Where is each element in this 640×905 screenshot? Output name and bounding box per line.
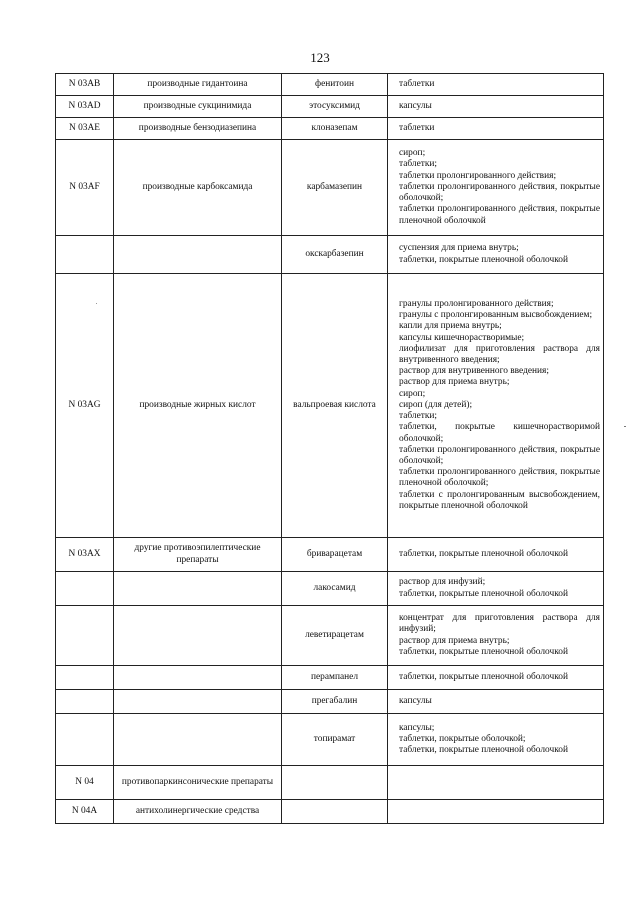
group-name-cell <box>114 606 282 666</box>
dosage-form: раствор для приема внутрь; <box>399 635 510 646</box>
group-name-cell <box>114 714 282 766</box>
dosage-form: таблетки с пролонгированным высвобождением, покрытые пленочной оболочкой <box>399 489 600 511</box>
dosage-forms-cell <box>388 690 604 714</box>
dosage-form: таблетки <box>399 122 435 133</box>
atc-code-cell <box>56 666 114 690</box>
dosage-form: капсулы; <box>399 722 435 733</box>
page-number: 123 <box>310 50 330 65</box>
dosage-form: капли для приема внутрь; <box>399 321 502 332</box>
drug-name-cell <box>282 766 388 800</box>
drug-name-cell: перампанел <box>282 666 388 690</box>
table-row <box>56 538 604 572</box>
table-row <box>56 606 604 666</box>
dosage-forms-cell <box>388 96 604 118</box>
dosage-form: таблетки, покрытые пленочной оболочкой <box>399 548 568 559</box>
scan-speck <box>96 303 97 304</box>
dosage-forms-cell <box>388 766 604 800</box>
dosage-form: таблетки, покрытые оболочкой; <box>399 733 526 744</box>
drug-name-cell: окскарбазепин <box>282 236 388 274</box>
dosage-form: капсулы <box>399 695 432 706</box>
dosage-forms-cell <box>388 236 604 274</box>
group-name-cell: другие противоэпилептические препараты <box>114 538 282 572</box>
dosage-forms-cell <box>388 800 604 824</box>
atc-code-cell: N 04A <box>56 800 114 824</box>
margin-mark <box>624 426 626 427</box>
dosage-form: таблетки, покрытые кишечнорастворимой оболочкой; <box>399 422 600 444</box>
atc-code-cell: N 04 <box>56 766 114 800</box>
dosage-form: раствор для внутривенного введения; <box>399 366 549 377</box>
group-name-cell: производные бензодиазепина <box>114 118 282 140</box>
drug-name-cell <box>282 800 388 824</box>
drug-name-cell: карбамазепин <box>282 140 388 236</box>
group-name-cell: производные карбоксамида <box>114 140 282 236</box>
drug-name-cell: этосуксимид <box>282 96 388 118</box>
atc-code-cell <box>56 606 114 666</box>
dosage-form: таблетки пролонгированного действия, покрытые оболочкой; <box>399 444 600 466</box>
dosage-form: таблетки, покрытые пленочной оболочкой <box>399 671 568 682</box>
dosage-forms-cell <box>388 714 604 766</box>
dosage-form: сироп; <box>399 388 426 399</box>
dosage-form: капсулы кишечнорастворимые; <box>399 332 525 343</box>
dosage-form: гранулы с пролонгированным высвобождением; <box>399 310 593 321</box>
atc-code-cell: N 03AG <box>56 274 114 538</box>
drug-name-cell: клоназепам <box>282 118 388 140</box>
drug-name-cell: лакосамид <box>282 572 388 606</box>
table-row <box>56 666 604 690</box>
table-body <box>56 74 604 824</box>
table-row <box>56 274 604 538</box>
dosage-form: таблетки, покрытые пленочной оболочкой <box>399 745 568 756</box>
atc-code-cell <box>56 236 114 274</box>
table-row <box>56 236 604 274</box>
drug-name-cell: топирамат <box>282 714 388 766</box>
table-row <box>56 74 604 96</box>
dosage-forms-cell <box>388 118 604 140</box>
dosage-form: раствор для приема внутрь; <box>399 377 510 388</box>
group-name-cell <box>114 236 282 274</box>
table-row <box>56 572 604 606</box>
atc-code-cell: N 03AX <box>56 538 114 572</box>
drug-name-cell: леветирацетам <box>282 606 388 666</box>
group-name-cell: антихолинергические средства <box>114 800 282 824</box>
drug-name-cell: бриварацетам <box>282 538 388 572</box>
drug-name-cell: вальпроевая кислота <box>282 274 388 538</box>
dosage-form: таблетки; <box>399 159 438 170</box>
dosage-form: таблетки пролонгированного действия, покрытые оболочкой; <box>399 181 600 204</box>
drug-name-cell: прегабалин <box>282 690 388 714</box>
atc-code-cell <box>56 714 114 766</box>
dosage-form: капсулы <box>399 100 432 111</box>
atc-code-cell: N 03AF <box>56 140 114 236</box>
dosage-form: гранулы пролонгированного действия; <box>399 299 554 310</box>
dosage-forms-cell <box>388 572 604 606</box>
dosage-form: лиофилизат для приготовления раствора для внутривенного введения; <box>399 343 600 366</box>
dosage-form: сироп; <box>399 148 426 159</box>
dosage-form: суспензия для приема внутрь; <box>399 243 519 254</box>
table-row <box>56 766 604 800</box>
atc-code-cell: N 03AE <box>56 118 114 140</box>
dosage-form: раствор для инфузий; <box>399 577 486 588</box>
dosage-forms-cell <box>388 140 604 236</box>
table-row <box>56 800 604 824</box>
dosage-form: концентрат для приготовления раствора для инфузий; <box>399 613 600 635</box>
dosage-form: сироп (для детей); <box>399 399 473 410</box>
group-name-cell <box>114 666 282 690</box>
dosage-forms-cell <box>388 274 604 538</box>
dosage-form: таблетки; <box>399 411 438 422</box>
table-row <box>56 140 604 236</box>
dosage-form: таблетки, покрытые пленочной оболочкой <box>399 254 568 265</box>
dosage-form: таблетки пролонгированного действия, покрытые пленочной оболочкой <box>399 204 600 226</box>
dosage-form: таблетки, покрытые пленочной оболочкой <box>399 646 568 657</box>
table-row <box>56 690 604 714</box>
dosage-form: таблетки, покрытые пленочной оболочкой <box>399 588 568 599</box>
atc-code-cell: N 03AD <box>56 96 114 118</box>
drug-table <box>55 73 604 824</box>
dosage-forms-cell <box>388 666 604 690</box>
atc-code-cell <box>56 572 114 606</box>
dosage-forms-cell <box>388 606 604 666</box>
table-row <box>56 96 604 118</box>
group-name-cell: производные сукцинимида <box>114 96 282 118</box>
drug-name-cell: фенитоин <box>282 74 388 96</box>
atc-code-cell <box>56 690 114 714</box>
table-row <box>56 714 604 766</box>
atc-code-cell: N 03AB <box>56 74 114 96</box>
dosage-forms-cell <box>388 538 604 572</box>
group-name-cell <box>114 572 282 606</box>
dosage-form: таблетки пролонгированного действия, покрытые пленочной оболочкой; <box>399 467 600 489</box>
dosage-form: таблетки <box>399 78 435 89</box>
group-name-cell: производные гидантоина <box>114 74 282 96</box>
group-name-cell <box>114 690 282 714</box>
table-row <box>56 118 604 140</box>
dosage-forms-cell <box>388 74 604 96</box>
group-name-cell: противопаркинсонические препараты <box>114 766 282 800</box>
dosage-form: таблетки пролонгированного действия; <box>399 170 557 181</box>
group-name-cell: производные жирных кислот <box>114 274 282 538</box>
